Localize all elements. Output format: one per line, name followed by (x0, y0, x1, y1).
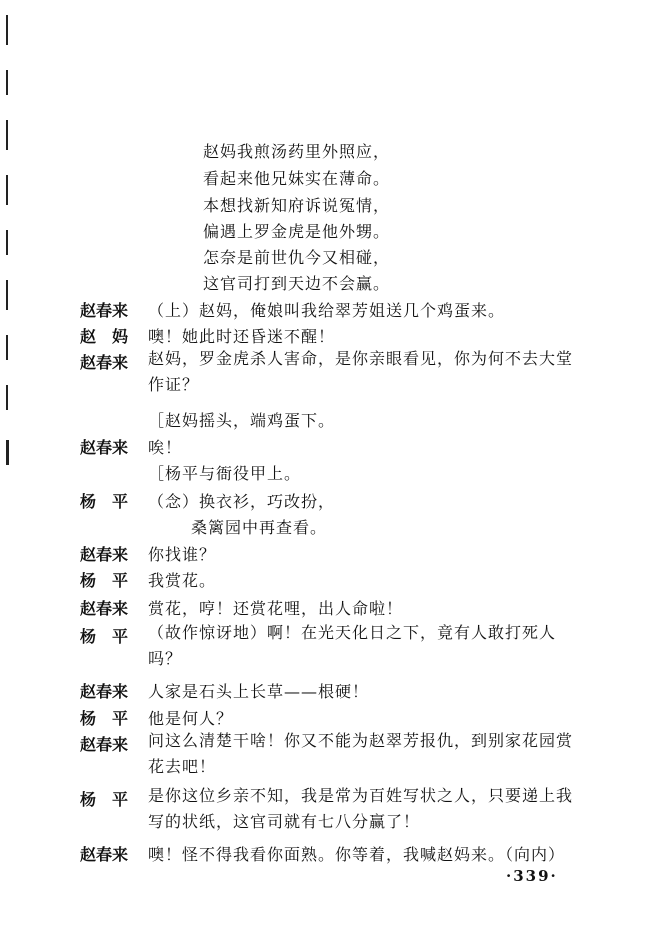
verse-line: 怎奈是前世仇今又相碰， (203, 248, 391, 267)
scan-edge-mark (6, 120, 8, 150)
speaker-name: 赵春来 (80, 735, 129, 754)
dialogue-text: （故作惊讶地）啊！在光天化日之下，竟有人敢打死人吗？ (148, 623, 557, 668)
verse-line: 偏遇上罗金虎是他外甥。 (203, 222, 391, 241)
dialogue-text: 我赏花。 (148, 571, 217, 590)
dialogue-text: 你找谁？ (148, 545, 217, 564)
scan-edge-mark (6, 385, 8, 410)
scan-edge-mark (6, 15, 8, 45)
speaker-name: 杨 平 (80, 571, 129, 590)
dialogue-text: 是你这位乡亲不知，我是常为百姓写状之人，只要递上我写的状纸，这官司就有七八分赢了！ (148, 786, 574, 831)
speaker-name: 赵春来 (80, 438, 129, 457)
speaker-name: 赵春来 (80, 545, 129, 564)
dialogue-text: 噢！怪不得我看你面熟。你等着，我喊赵妈来。（向内） (148, 845, 566, 864)
dialogue-text: 桑篱园中再查看。 (191, 518, 328, 537)
scan-edge-mark (6, 280, 8, 310)
dialogue-text: ［杨平与衙役甲上。 (148, 464, 302, 483)
dialogue-text: （念）换衣衫，巧改扮， (148, 492, 336, 511)
dialogue-text: 唉！ (148, 438, 183, 457)
speaker-name: 赵春来 (80, 682, 129, 701)
scan-edge-mark (6, 440, 9, 465)
dialogue-text: 他是何人？ (148, 709, 234, 728)
scan-edge-mark (6, 70, 8, 95)
dialogue-text: （上）赵妈，俺娘叫我给翠芳姐送几个鸡蛋来。 (148, 301, 506, 320)
verse-line: 这官司打到天边不会赢。 (203, 274, 391, 293)
speaker-name: 杨 平 (80, 492, 129, 511)
speaker-name: 赵春来 (80, 353, 129, 372)
speaker-name: 赵春来 (80, 301, 129, 320)
page-number: ·339· (506, 867, 558, 885)
scan-edge-mark (6, 175, 8, 205)
dialogue-text: ［赵妈摇头，端鸡蛋下。 (148, 411, 336, 430)
dialogue-text: 问这么清楚干啥！你又不能为赵翠芳报仇，到别家花园赏花去吧！ (148, 731, 574, 776)
verse-line: 看起来他兄妹实在薄命。 (203, 169, 391, 188)
speaker-name: 杨 平 (80, 709, 129, 728)
verse-line: 本想找新知府诉说冤情， (203, 196, 391, 215)
speaker-name: 赵 妈 (80, 327, 129, 346)
dialogue-text: 人家是石头上长草——根硬！ (148, 682, 370, 701)
dialogue-text: 赵妈，罗金虎杀人害命，是你亲眼看见，你为何不去大堂作证？ (148, 349, 574, 394)
speaker-name: 赵春来 (80, 599, 129, 618)
speaker-name: 杨 平 (80, 790, 129, 809)
scan-edge-mark (6, 335, 8, 360)
dialogue-text: 赏花，哼！还赏花哩，出人命啦！ (148, 599, 404, 618)
speaker-name: 杨 平 (80, 627, 129, 646)
verse-line: 赵妈我煎汤药里外照应， (203, 142, 391, 161)
speaker-name: 赵春来 (80, 845, 129, 864)
scan-edge-mark (6, 230, 8, 255)
dialogue-text: 噢！她此时还昏迷不醒！ (148, 327, 336, 346)
